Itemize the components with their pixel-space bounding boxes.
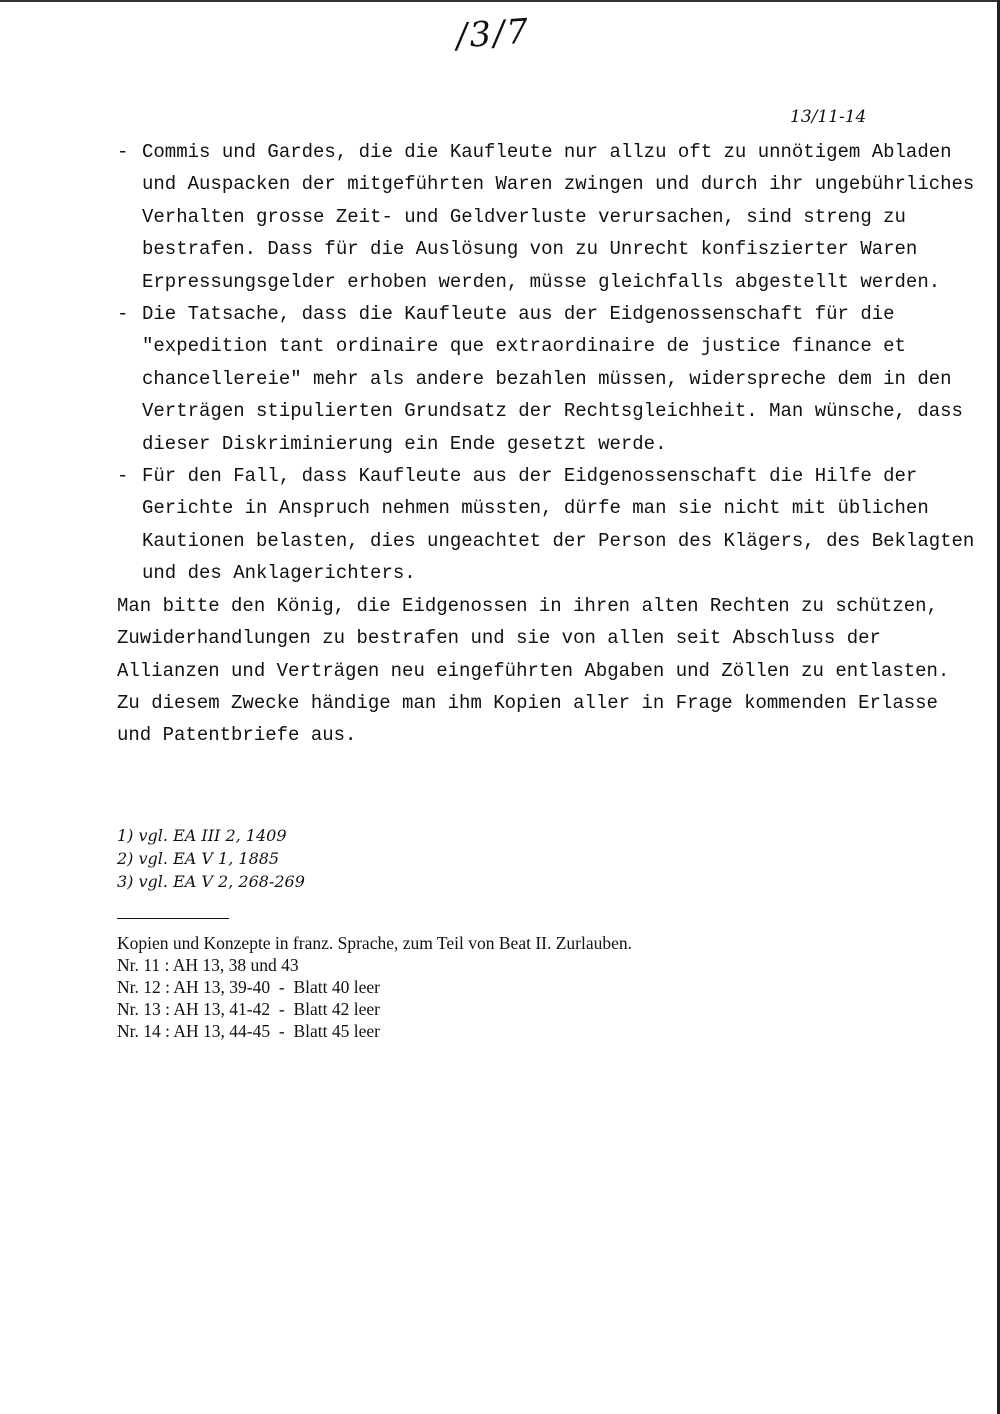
footnote: 1) vgl. EA III 2, 1409 (117, 826, 287, 845)
list-item (117, 136, 977, 298)
list-item (117, 298, 977, 460)
archive-notes (117, 932, 632, 1042)
footnote-divider (117, 918, 229, 919)
main-text (117, 136, 977, 752)
bullet-dash: - (117, 303, 129, 326)
archive-entry: Nr. 13 : AH 13, 41-42 - Blatt 42 leer (117, 999, 380, 1019)
list-item-text: Commis und Gardes, die die Kaufleute nur allzu oft zu unnötigem Abladen und Auspacken der mitgeführten Waren zwingen und durch ihr ungebührliches Verhalten grosse Zeit- und Geldverluste verursachen, sind streng zu bestrafen. Dass für die Auslösung von zu Unrecht konfiszierter Waren Erpressungsgelder erhoben werden, müsse gleichfalls abgestellt werden. (142, 141, 975, 293)
page-number: 13/11-14 (790, 107, 867, 127)
closing-paragraph: Man bitte den König, die Eidgenossen in ihren alten Rechten zu schützen, Zuwiderhandlungen zu bestrafen und sie von allen seit Abschluss der Allianzen und Verträgen neu eingeführten Abgaben und Zöllen zu entlasten. Zu diesem Zwecke händige man ihm Kopien aller in Frage kommenden Erlasse und Patentbriefe aus. (117, 594, 950, 747)
handwritten-folio-mark: /3/7 (454, 11, 532, 57)
footnotes (117, 824, 305, 893)
list-item-text: Für den Fall, dass Kaufleute aus der Eidgenossenschaft die Hilfe der Gerichte in Anspruch nehmen müssten, dürfe man sie nicht mit üblichen Kautionen belasten, dies ungeachtet der Person des Klägers, des Beklagten und des Anklagerichters. (142, 465, 975, 585)
list-item-text: Die Tatsache, dass die Kaufleute aus der Eidgenossenschaft für die "expedition tant ordinaire que extraordinaire de justice finance et chancellereie" mehr als andere bezahlen müssen, widerspreche dem in den Verträgen stipulierten Grundsatz der Rechtsgleichheit. Man wünsche, dass dieser Diskriminierung ein Ende gesetzt werde. (142, 303, 963, 455)
footnote: 3) vgl. EA V 2, 268-269 (117, 872, 305, 891)
bullet-dash: - (117, 465, 129, 488)
archive-entry: Nr. 11 : AH 13, 38 und 43 (117, 955, 299, 975)
archive-intro: Kopien und Konzepte in franz. Sprache, zum Teil von Beat II. Zurlauben. (117, 933, 633, 953)
footnote: 2) vgl. EA V 1, 1885 (117, 849, 280, 868)
bullet-dash: - (117, 141, 129, 163)
scan-edge-top (0, 0, 1000, 2)
archive-entry: Nr. 14 : AH 13, 44-45 - Blatt 45 leer (117, 1021, 380, 1041)
archive-entry: Nr. 12 : AH 13, 39-40 - Blatt 40 leer (117, 977, 380, 997)
list-item (117, 460, 977, 590)
